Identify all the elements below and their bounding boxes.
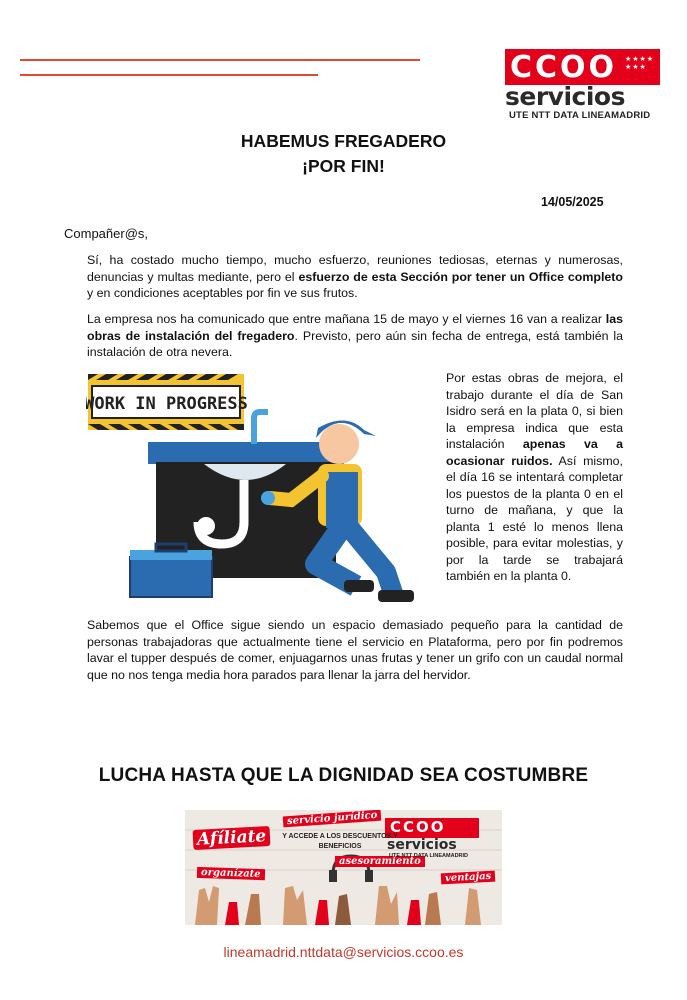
logo-ccoo-text: CCOO: [510, 50, 618, 85]
work-in-progress-sign: WORK IN PROGRESS: [86, 394, 248, 414]
slogan: LUCHA HASTA QUE LA DIGNIDAD SEA COSTUMBRE: [98, 765, 589, 786]
logo-stars-icon: ★★★★ ★★★: [625, 56, 655, 71]
header-rule-top: [20, 59, 420, 61]
paragraph-4: Sabemos que el Office sigue siendo un espacio demasiado pequeño para la cantidad de personas trabajadoras que actualmente tiene el servicio en Plataforma, pero por fin podremos lavar el tupper después de comer, enjuagarnos unas frutas y tener un grifo con un caudal normal que no nos tenga media hora parados para llenar la jarra del hervidor.: [87, 618, 623, 682]
paragraph-3: Por estas obras de mejora, el trabajo durante el día de San Isidro será en la plata 0, si bien la empresa indica que esta instalación apenas va a ocasionar ruidos. Así mismo, el día 16 se intentará completar los puestos de la planta 0 en el turno de mañana, y que la planta 1 esté lo menos llena posible, para evitar molestias, y por la tarde se trabajará también en la planta 0.: [446, 371, 623, 583]
banner-accede: Y ACCEDE A LOS DESCUENTOS Y BENEFICIOS: [282, 833, 398, 850]
contact-email[interactable]: lineamadrid.nttdata@servicios.ccoo.es: [223, 944, 464, 960]
banner-ccoo: CCOO: [390, 818, 446, 836]
header-rule-bottom: [20, 74, 318, 76]
banner-asesoramiento: asesoramiento: [335, 856, 425, 867]
affiliation-banner: [185, 810, 502, 925]
greeting: Compañer@s,: [64, 226, 149, 241]
banner-juridico: servicio jurídico: [283, 810, 382, 827]
banner-ute: UTE NTT DATA LINEAMADRID: [389, 853, 469, 859]
logo-ute: UTE NTT DATA LINEAMADRID: [509, 110, 651, 121]
banner-organizate: organízate: [197, 867, 265, 880]
work-in-progress-illustration: [86, 372, 436, 604]
page-subtitle: ¡POR FIN!: [302, 156, 385, 176]
paragraph-1: Sí, ha costado mucho tiempo, mucho esfuerzo, reuniones tediosas, eternas y numerosas, denuncias y multas mediante, pero el esfuerzo de esta Sección por tener un Office completo y en condiciones aceptables por fin ve sus frutos.: [87, 253, 623, 300]
logo-servicios: servicios: [505, 82, 625, 111]
banner-ventajas: ventajas: [441, 871, 496, 885]
page-title: HABEMUS FREGADERO: [240, 131, 447, 151]
document-date: 14/05/2025: [541, 195, 604, 209]
banner-afiliate: Afíliate: [193, 826, 271, 850]
paragraph-2: La empresa nos ha comunicado que entre mañana 15 de mayo y el viernes 16 van a realizar las obras de instalación del fregadero. Previsto, pero aún sin fecha de entrega, está también la instalación de otra nevera.: [87, 312, 623, 359]
banner-servicios: servicios: [387, 837, 457, 853]
